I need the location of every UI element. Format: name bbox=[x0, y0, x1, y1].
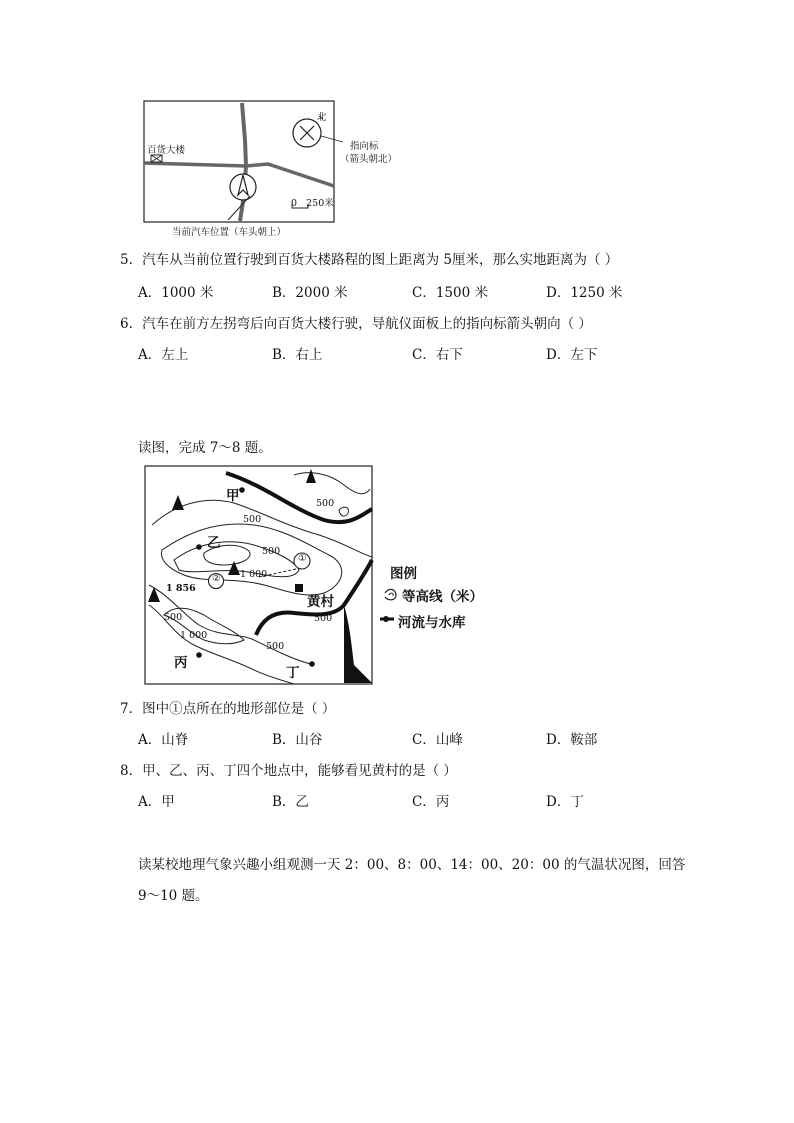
point-jia bbox=[239, 487, 245, 493]
question-5: 5．汽车从当前位置行驶到百货大楼路程的图上距离为 5厘米，那么实地距离为（ ） bbox=[120, 252, 619, 268]
point-yi bbox=[196, 544, 202, 550]
label-ding: 丁 bbox=[286, 665, 300, 681]
q6-option-c[interactable]: C．右下 bbox=[412, 347, 463, 363]
legend-contour-label: 等高线（米） bbox=[402, 589, 483, 605]
contour-map-figure bbox=[144, 465, 504, 687]
contour-label-500-d: 500 bbox=[164, 612, 183, 623]
q7-option-b[interactable]: B．山谷 bbox=[272, 732, 323, 748]
car-position-label: 当前汽车位置（车头朝上） bbox=[172, 227, 287, 238]
intro-9-10-line1: 读某校地理气象兴趣小组观测一天 2：00、8：00、14：00、20：00 的气温状况图，回答 bbox=[138, 857, 686, 873]
reservoir bbox=[344, 605, 372, 683]
q6-option-a[interactable]: A．左上 bbox=[138, 347, 189, 363]
intro-9-10-line2: 9～10 题。 bbox=[138, 888, 209, 904]
contour-label-1000-b: 1 000 bbox=[180, 630, 208, 641]
point-2-label: ② bbox=[212, 573, 221, 584]
peak-icon-nw bbox=[172, 495, 184, 510]
question-7: 7．图中①点所在的地形部位是（ ） bbox=[120, 701, 336, 717]
point-ding bbox=[309, 661, 315, 667]
q8-option-d[interactable]: D．丁 bbox=[546, 794, 584, 810]
road-map-svg bbox=[143, 100, 403, 240]
north-label: 北 bbox=[317, 112, 327, 123]
label-bing: 丙 bbox=[174, 655, 188, 671]
village-label: 黄村 bbox=[307, 594, 334, 610]
q5-option-d[interactable]: D．1250 米 bbox=[546, 285, 623, 301]
contour-label-500-b: 500 bbox=[243, 514, 262, 525]
q5-option-a[interactable]: A．1000 米 bbox=[138, 285, 214, 301]
q7-option-d[interactable]: D．鞍部 bbox=[546, 732, 598, 748]
q5-option-b[interactable]: B．2000 米 bbox=[272, 285, 348, 301]
building-label: 百货大楼 bbox=[147, 145, 186, 156]
q5-option-c[interactable]: C．1500 米 bbox=[412, 285, 488, 301]
point-bing bbox=[196, 652, 202, 658]
label-yi: 乙 bbox=[207, 535, 221, 551]
compass-label: 指向标 bbox=[350, 141, 379, 152]
intro-7-8: 读图，完成 7～8 题。 bbox=[138, 440, 272, 456]
q6-option-b[interactable]: B．右上 bbox=[272, 347, 323, 363]
legend-river-label: 河流与水库 bbox=[398, 615, 466, 631]
q8-option-c[interactable]: C．丙 bbox=[412, 794, 450, 810]
contour-ne bbox=[294, 473, 370, 494]
q6-option-d[interactable]: D．左下 bbox=[546, 347, 598, 363]
question-6: 6．汽车在前方左拐弯后向百货大楼行驶，导航仪面板上的指向标箭头朝向（ ） bbox=[120, 316, 592, 332]
label-jia: 甲 bbox=[226, 488, 240, 504]
contour-label-500-e: 500 bbox=[266, 641, 285, 652]
peak-elevation-label: 1 856 bbox=[166, 583, 196, 594]
legend-title: 图例 bbox=[390, 566, 417, 582]
peak-icon-n bbox=[306, 469, 316, 483]
q7-option-a[interactable]: A．山脊 bbox=[138, 732, 189, 748]
village-marker bbox=[295, 584, 303, 592]
q8-option-b[interactable]: B．乙 bbox=[272, 794, 309, 810]
point-1-label: ① bbox=[298, 553, 307, 564]
scale-label: 0 250米 bbox=[291, 198, 334, 209]
contour-label-500-f: 500 bbox=[314, 613, 333, 624]
legend-contour-icon bbox=[385, 589, 396, 599]
contour-label-1000-a: 1 000 bbox=[240, 569, 268, 580]
reservoir-small bbox=[339, 507, 348, 516]
contour-label-500-a: 500 bbox=[316, 498, 335, 509]
question-8: 8．甲、乙、丙、丁四个地点中，能够看见黄村的是（ ） bbox=[120, 763, 457, 779]
compass-note: （箭头朝北） bbox=[340, 154, 398, 165]
contour-label-500-c: 500 bbox=[262, 546, 281, 557]
q7-option-c[interactable]: C．山峰 bbox=[412, 732, 463, 748]
q8-option-a[interactable]: A．甲 bbox=[138, 794, 175, 810]
peak-icon-1856 bbox=[148, 587, 160, 602]
road-map-figure bbox=[143, 100, 403, 240]
